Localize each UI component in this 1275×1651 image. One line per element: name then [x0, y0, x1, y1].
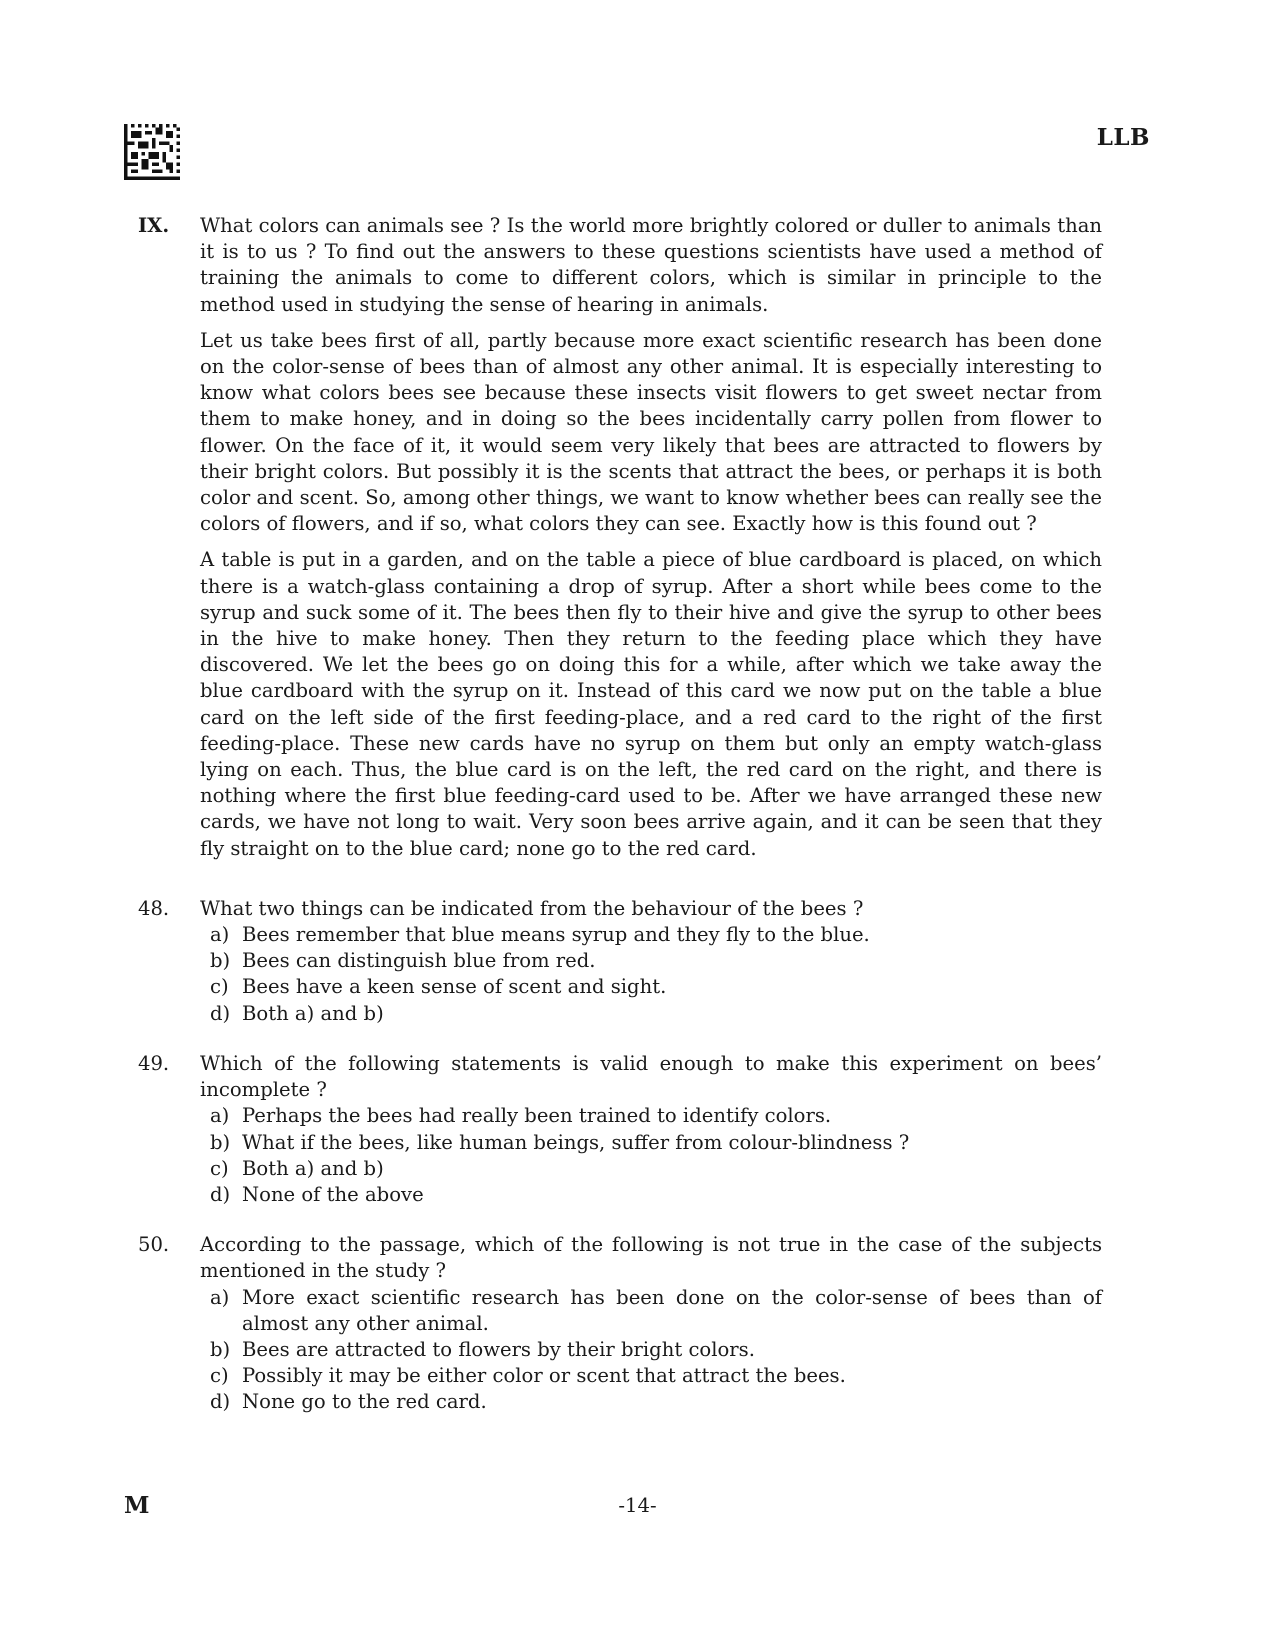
section-number: IX. [138, 214, 170, 237]
option-letter: d) [210, 1182, 231, 1206]
question-number: 49. [138, 1051, 170, 1075]
passage-paragraph: Let us take bees first of all, partly because more exact scientific research has been done on the color-sense of bees than of almost any other animal. It is especially interesting to know what colors bees see because these insects visit flowers to get sweet nectar from them to make honey, and in doing so the bees incidentally carry pollen from flower to flower. On the face of it, it would seem very likely that bees are attracted to flowers by their bright colors. But possibly it is the scents that attract the bees, or perhaps it is both color and scent. So, among other things, we want to know whether bees can really see the colors of flowers, and if so, what colors they can see. Exactly how is this found out ? [200, 328, 1102, 536]
passage-section [138, 213, 1102, 872]
question-body [200, 1232, 1102, 1415]
option-list [200, 922, 1102, 1027]
option-item [200, 1389, 1102, 1415]
question-number: 50. [138, 1233, 170, 1257]
datamatrix-code-icon [124, 124, 180, 180]
option-item [200, 922, 1102, 948]
series-code: M [124, 1492, 150, 1519]
option-letter: a) [210, 1104, 230, 1128]
option-text: More exact scientific research has been done on the color-sense of bees than of almost any other animal. [242, 1285, 1102, 1335]
question-50 [138, 1232, 1102, 1415]
option-text: Both a) and b) [242, 1156, 384, 1180]
option-letter: b) [210, 1337, 231, 1361]
option-item [200, 1156, 1102, 1182]
question-text: Which of the following statements is valid enough to make this experiment on bees’ incomplete ? [200, 1051, 1102, 1102]
option-item [200, 1001, 1102, 1027]
question-text: According to the passage, which of the following is not true in the case of the subjects mentioned in the study ? [200, 1233, 1102, 1283]
question-49 [138, 1051, 1102, 1208]
option-text: None of the above [242, 1182, 424, 1206]
option-text: Bees can distinguish blue from red. [242, 949, 596, 973]
question-48 [138, 896, 1102, 1027]
option-letter: b) [210, 1130, 231, 1154]
option-text: None go to the red card. [242, 1390, 487, 1414]
option-text: Possibly it may be either color or scent that attract the bees. [242, 1364, 846, 1388]
option-text: Bees have a keen sense of scent and sight. [242, 975, 667, 999]
option-item [200, 948, 1102, 974]
option-list [200, 1103, 1102, 1208]
option-letter: c) [210, 1156, 229, 1180]
paper-code: LLB [1096, 124, 1150, 151]
option-letter: a) [210, 923, 230, 947]
option-item [200, 1337, 1102, 1363]
option-letter: c) [210, 1364, 229, 1388]
passage-paragraph: What colors can animals see ? Is the world more brightly colored or duller to animals than it is to us ? To find out the answers to these questions scientists have used a method of training the animals to come to different colors, which is similar in principle to the method used in studying the sense of hearing in animals. [200, 214, 1102, 316]
option-text: Perhaps the bees had really been trained to identify colors. [242, 1104, 832, 1128]
option-letter: a) [210, 1285, 230, 1309]
page-number: -14- [618, 1494, 657, 1517]
option-letter: d) [210, 1390, 231, 1414]
passage-paragraph: A table is put in a garden, and on the table a piece of blue cardboard is placed, on which there is a watch-glass containing a drop of syrup. After a short while bees come to the syrup and suck some of it. The bees then fly to their hive and give the syrup to other bees in the hive to make honey. Then they return to the feeding place which they have discovered. We let the bees go on doing this for a while, after which we take away the blue cardboard with the syrup on it. Instead of this card we now put on the table a blue card on the left side of the first feeding-place, and a red card to the right of the first feeding-place. These new cards have no syrup on them but only an empty watch-glass lying on each. Thus, the blue card is on the left, the red card on the right, and there is nothing where the first blue feeding-card used to be. After we have arranged these new cards, we have not long to wait. Very soon bees arrive again, and it can be seen that they fly straight on to the blue card; none go to the red card. [200, 548, 1102, 860]
option-item [200, 1363, 1102, 1389]
option-letter: b) [210, 949, 231, 973]
question-body [200, 1051, 1102, 1208]
option-letter: d) [210, 1001, 231, 1025]
question-number: 48. [138, 896, 170, 920]
question-body [200, 896, 1102, 1027]
option-text: Bees remember that blue means syrup and they fly to the blue. [242, 923, 870, 947]
option-item [200, 1182, 1102, 1208]
option-list [200, 1285, 1102, 1416]
option-item [200, 1130, 1102, 1156]
option-item [200, 974, 1102, 1000]
option-item [200, 1285, 1102, 1337]
question-text: What two things can be indicated from the behaviour of the bees ? [200, 896, 864, 920]
passage-body [200, 213, 1102, 872]
option-text: Bees are attracted to flowers by their bright colors. [242, 1337, 755, 1361]
option-item [200, 1103, 1102, 1129]
option-text: What if the bees, like human beings, suffer from colour-blindness ? [242, 1130, 910, 1154]
option-text: Both a) and b) [242, 1001, 384, 1025]
page-content [138, 213, 1102, 1416]
option-letter: c) [210, 975, 229, 999]
